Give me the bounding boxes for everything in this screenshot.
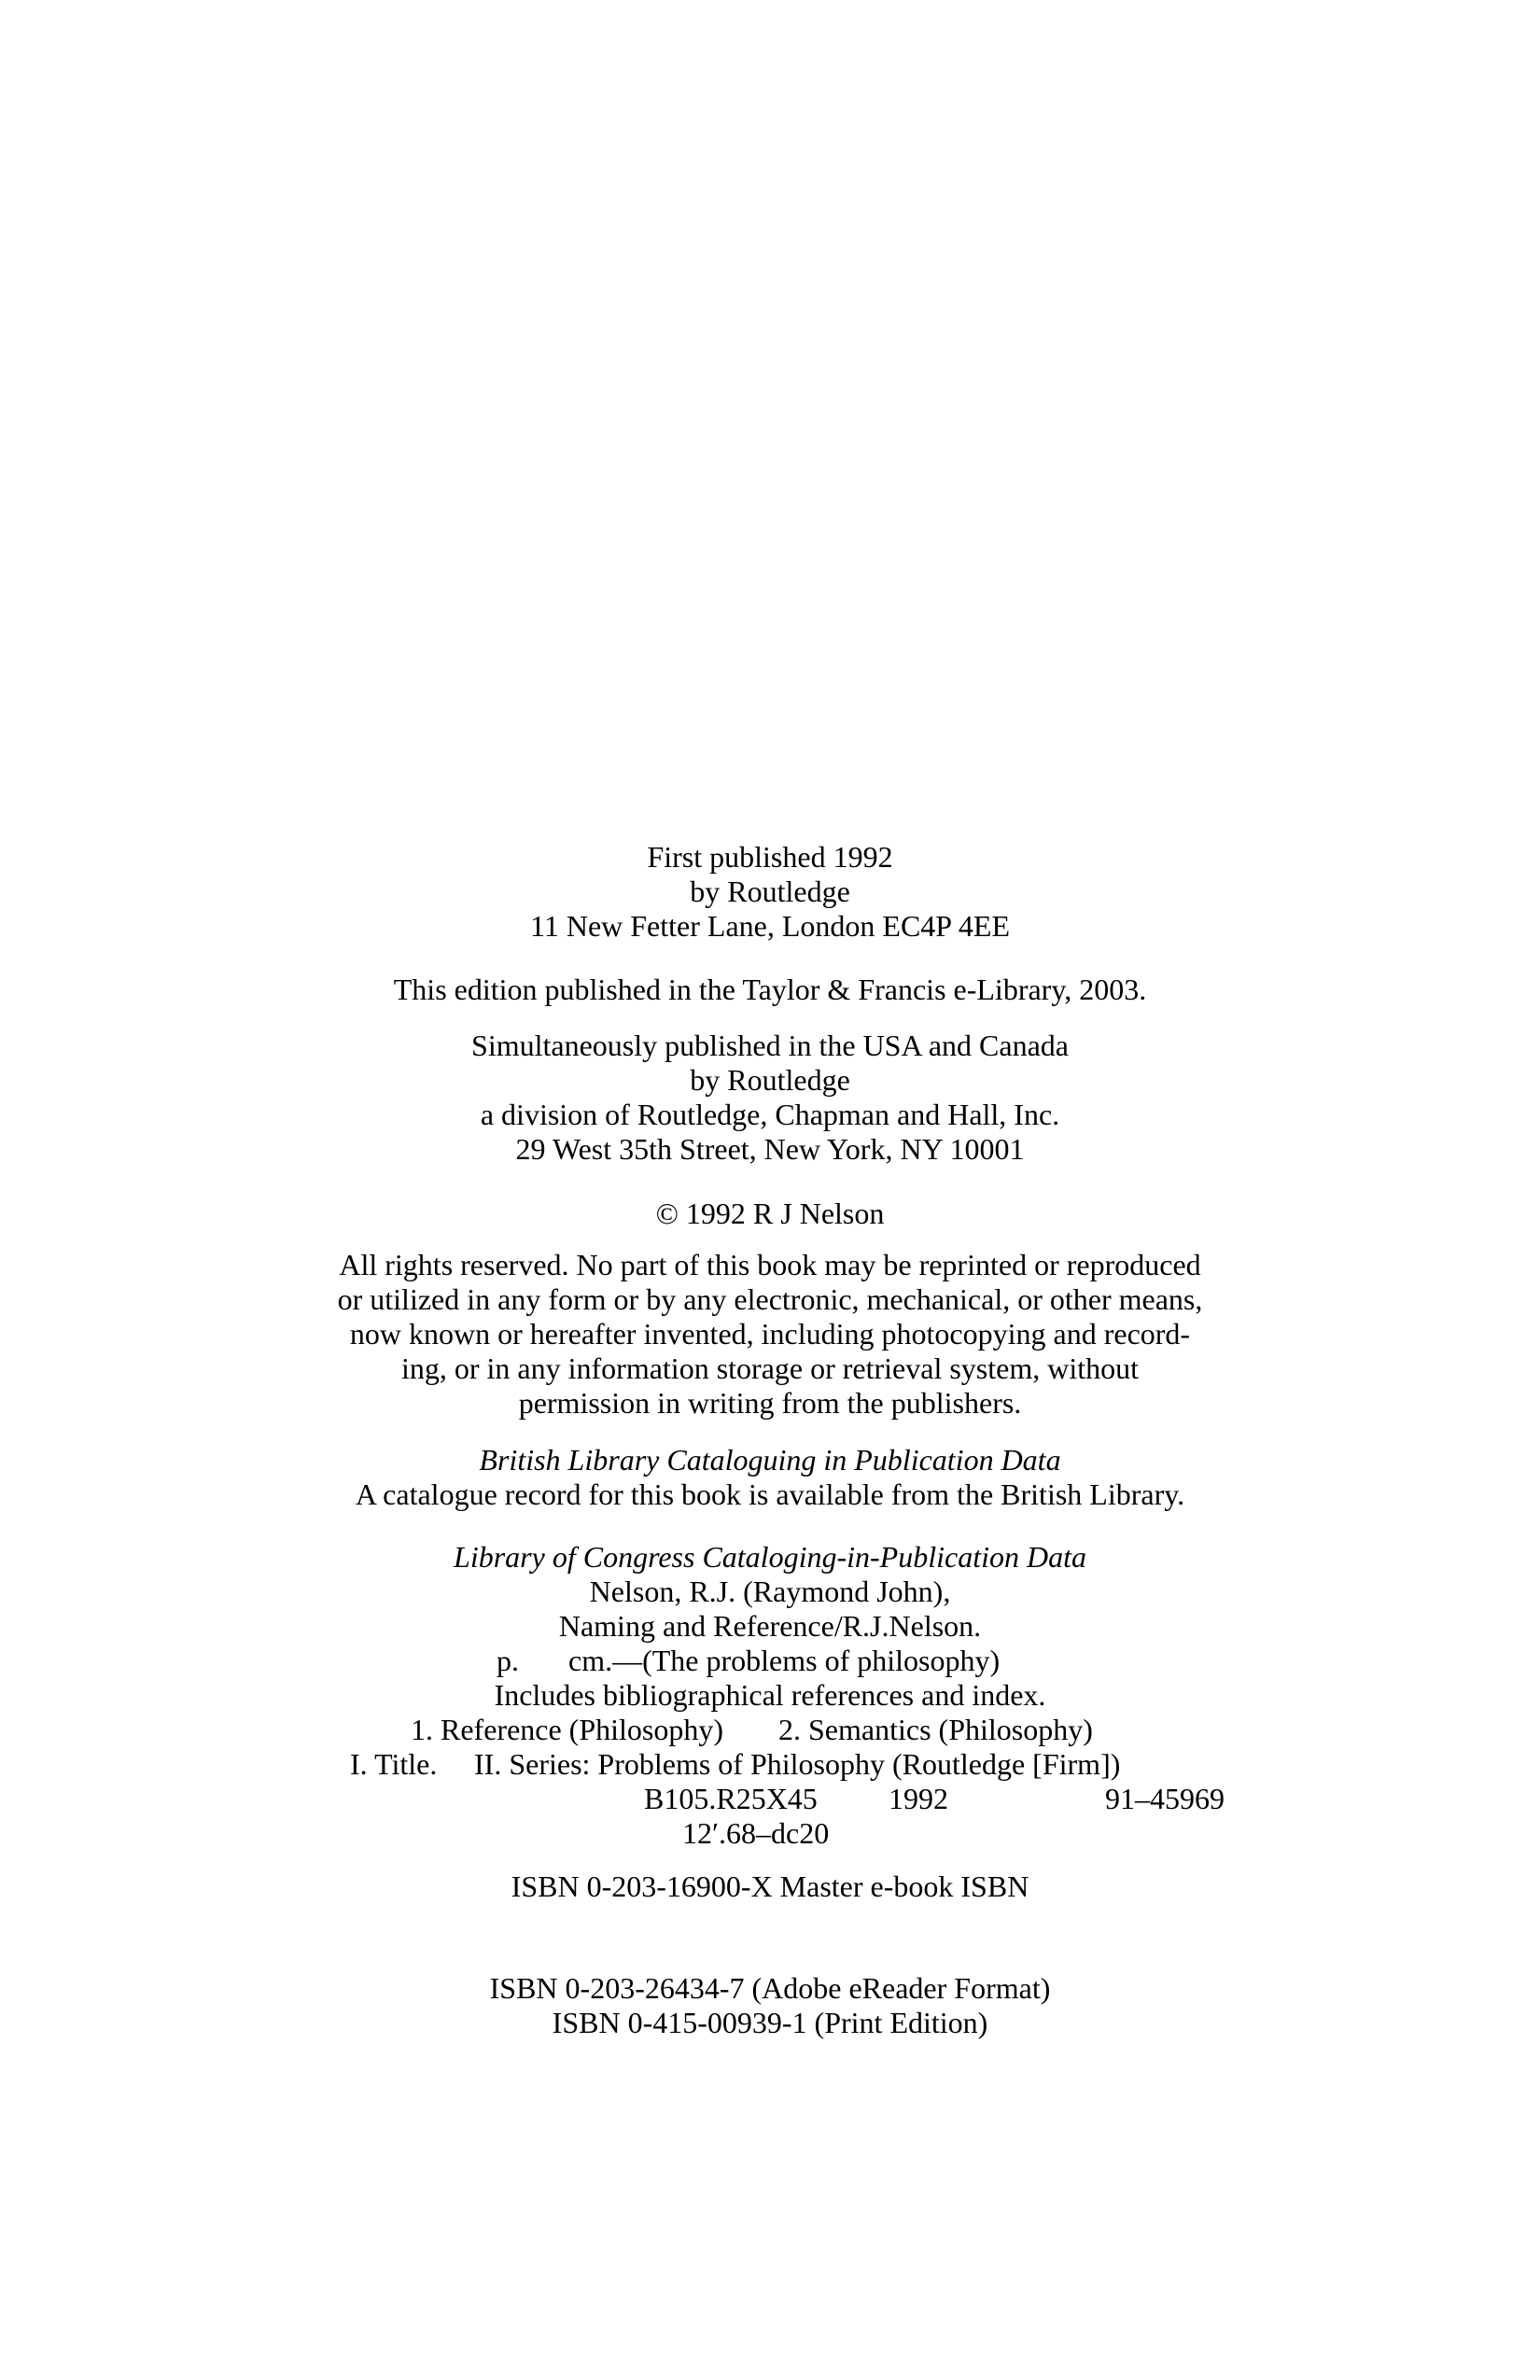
simultaneous-line-4: 29 West 35th Street, New York, NY 10001 [515, 1132, 1025, 1166]
edition-note: This edition published in the Taylor & Francis e-Library, 2003. [393, 973, 1147, 1006]
simultaneous-line-3: a division of Routledge, Chapman and Hall, Inc. [480, 1098, 1060, 1131]
british-library-block [0, 1443, 1540, 1512]
simultaneous-line-2: by Routledge [690, 1063, 850, 1097]
loc-title-entry: I. Title. [350, 1747, 438, 1781]
isbn-adobe: ISBN 0-203-26434-7 (Adobe eReader Format) [489, 1971, 1051, 2005]
loc-series-entry: II. Series: Problems of Philosophy (Routledge [Firm]) [474, 1747, 1121, 1781]
isbn-block [0, 1971, 1540, 2040]
loc-author: Nelson, R.J. (Raymond John), [589, 1575, 951, 1608]
loc-year: 1992 [889, 1782, 948, 1815]
loc-lccn: 91–45969 [1105, 1782, 1225, 1815]
loc-includes: Includes bibliographical references and index. [494, 1678, 1046, 1712]
rights-line-1: All rights reserved. No part of this book may be reprinted or reproduced [339, 1248, 1201, 1281]
rights-block [0, 1248, 1540, 1421]
loc-call-number: B105.R25X45 [644, 1782, 818, 1815]
british-library-heading: British Library Cataloguing in Publication Data [479, 1443, 1061, 1477]
rights-line-2: or utilized in any form or by any electronic, mechanical, or other means, [337, 1282, 1203, 1316]
copyright-notice: © 1992 R J Nelson [655, 1197, 885, 1230]
simultaneous-publication-block [0, 1029, 1540, 1167]
copyright-block [0, 1197, 1540, 1231]
british-library-text: A catalogue record for this book is available from the British Library. [355, 1477, 1185, 1511]
loc-pages-label: p. [497, 1644, 519, 1677]
publication-block [0, 840, 1540, 944]
simultaneous-line-1: Simultaneously published in the USA and Canada [471, 1029, 1069, 1062]
edition-note-block [0, 973, 1540, 1007]
loc-series-note: cm.—(The problems of philosophy) [568, 1644, 1001, 1677]
first-published-line: First published 1992 [647, 840, 893, 874]
loc-includes-block [0, 1678, 1540, 1713]
isbn-master-block [0, 1869, 1540, 1904]
rights-line-5: permission in writing from the publishers. [518, 1386, 1022, 1420]
loc-subject-1: 1. Reference (Philosophy) [411, 1713, 724, 1746]
isbn-print: ISBN 0-415-00939-1 (Print Edition) [552, 2006, 988, 2039]
rights-line-3: now known or hereafter invented, including photocopying and record- [349, 1317, 1191, 1351]
loc-dewey: 12′.68–dc20 [682, 1816, 830, 1850]
isbn-master: ISBN 0-203-16900-X Master e-book ISBN [511, 1869, 1029, 1903]
publisher-line: by Routledge [690, 875, 850, 908]
loc-title: Naming and Reference/R.J.Nelson. [558, 1609, 982, 1643]
loc-subject-2: 2. Semantics (Philosophy) [778, 1713, 1093, 1746]
loc-cip-block [0, 1540, 1540, 1644]
loc-heading: Library of Congress Cataloging-in-Publication Data [454, 1540, 1086, 1574]
publisher-address-line: 11 New Fetter Lane, London EC4P 4EE [530, 909, 1010, 943]
rights-line-4: ing, or in any information storage or retrieval system, without [400, 1351, 1140, 1385]
